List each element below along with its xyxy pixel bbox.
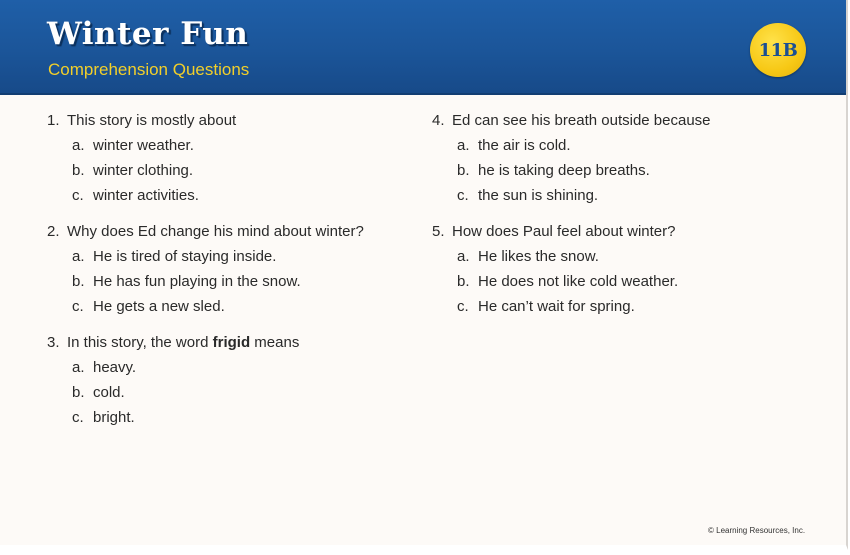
option-text: cold. bbox=[93, 384, 125, 401]
answer-option-3c bbox=[47, 405, 417, 430]
option-text: He gets a new sled. bbox=[93, 298, 225, 315]
answer-option-2b bbox=[47, 269, 417, 294]
copyright-notice: © Learning Resources, Inc. bbox=[708, 526, 806, 535]
question-text: Why does Ed change his mind about winter? bbox=[67, 223, 364, 240]
option-letter: c. bbox=[457, 298, 469, 315]
option-letter: c. bbox=[457, 187, 469, 204]
option-letter: a. bbox=[457, 137, 470, 154]
question-number: 5. bbox=[432, 223, 445, 240]
option-text: winter weather. bbox=[93, 137, 194, 154]
option-text: heavy. bbox=[93, 359, 137, 376]
answer-option-3a bbox=[47, 355, 417, 380]
option-text: winter activities. bbox=[93, 187, 199, 204]
answer-option-4b bbox=[432, 158, 822, 183]
card-subtitle: Comprehension Questions bbox=[48, 60, 250, 79]
option-letter: b. bbox=[72, 162, 85, 179]
answer-option-5b bbox=[432, 269, 822, 294]
answer-option-2c bbox=[47, 294, 417, 319]
question-number: 3. bbox=[47, 334, 60, 351]
card-header bbox=[0, 0, 848, 95]
answer-option-5c bbox=[432, 294, 822, 319]
option-letter: b. bbox=[72, 273, 85, 290]
option-text: He likes the snow. bbox=[478, 248, 599, 265]
option-text: bright. bbox=[93, 409, 135, 426]
question-5-prompt bbox=[432, 219, 822, 244]
card-title: Winter Fun bbox=[47, 16, 249, 52]
question-text: In this story, the word bbox=[67, 334, 213, 351]
option-letter: b. bbox=[457, 162, 470, 179]
left-column bbox=[47, 108, 417, 441]
option-text: He is tired of staying inside. bbox=[93, 248, 277, 265]
question-3-prompt bbox=[47, 330, 417, 355]
option-letter: c. bbox=[72, 187, 84, 204]
answer-option-4a bbox=[432, 133, 822, 158]
option-text: he is taking deep breaths. bbox=[478, 162, 650, 179]
answer-option-1c bbox=[47, 183, 417, 208]
vocabulary-word: frigid bbox=[212, 334, 251, 351]
option-text: He does not like cold weather. bbox=[478, 273, 679, 290]
question-number: 1. bbox=[47, 112, 60, 129]
answer-option-5a bbox=[432, 244, 822, 269]
option-letter: a. bbox=[72, 248, 85, 265]
answer-option-1a bbox=[47, 133, 417, 158]
question-text: How does Paul feel about winter? bbox=[452, 223, 676, 240]
question-2-prompt bbox=[47, 219, 417, 244]
right-column bbox=[432, 108, 822, 330]
question-number: 2. bbox=[47, 223, 60, 240]
question-5 bbox=[432, 219, 822, 319]
card-number-badge: 11B bbox=[750, 23, 806, 77]
answer-option-2a bbox=[47, 244, 417, 269]
option-letter: a. bbox=[457, 248, 470, 265]
question-3 bbox=[47, 330, 417, 430]
option-text: He can’t wait for spring. bbox=[478, 298, 635, 315]
option-letter: b. bbox=[72, 384, 85, 401]
option-text: the air is cold. bbox=[478, 137, 571, 154]
option-letter: a. bbox=[72, 359, 85, 376]
option-text: winter clothing. bbox=[93, 162, 194, 179]
question-4 bbox=[432, 108, 822, 208]
answer-option-3b bbox=[47, 380, 417, 405]
answer-option-1b bbox=[47, 158, 417, 183]
question-1-prompt bbox=[47, 108, 417, 133]
question-1 bbox=[47, 108, 417, 208]
option-letter: a. bbox=[72, 137, 85, 154]
option-letter: c. bbox=[72, 409, 84, 426]
option-letter: c. bbox=[72, 298, 84, 315]
option-text: He has fun playing in the snow. bbox=[93, 273, 301, 290]
question-text: This story is mostly about bbox=[67, 112, 237, 129]
question-2 bbox=[47, 219, 417, 319]
option-letter: b. bbox=[457, 273, 470, 290]
question-4-prompt bbox=[432, 108, 822, 133]
answer-option-4c bbox=[432, 183, 822, 208]
option-text: the sun is shining. bbox=[478, 187, 599, 204]
question-text-end: means bbox=[250, 334, 300, 351]
question-text: Ed can see his breath outside because bbox=[452, 112, 711, 129]
question-number: 4. bbox=[432, 112, 445, 129]
